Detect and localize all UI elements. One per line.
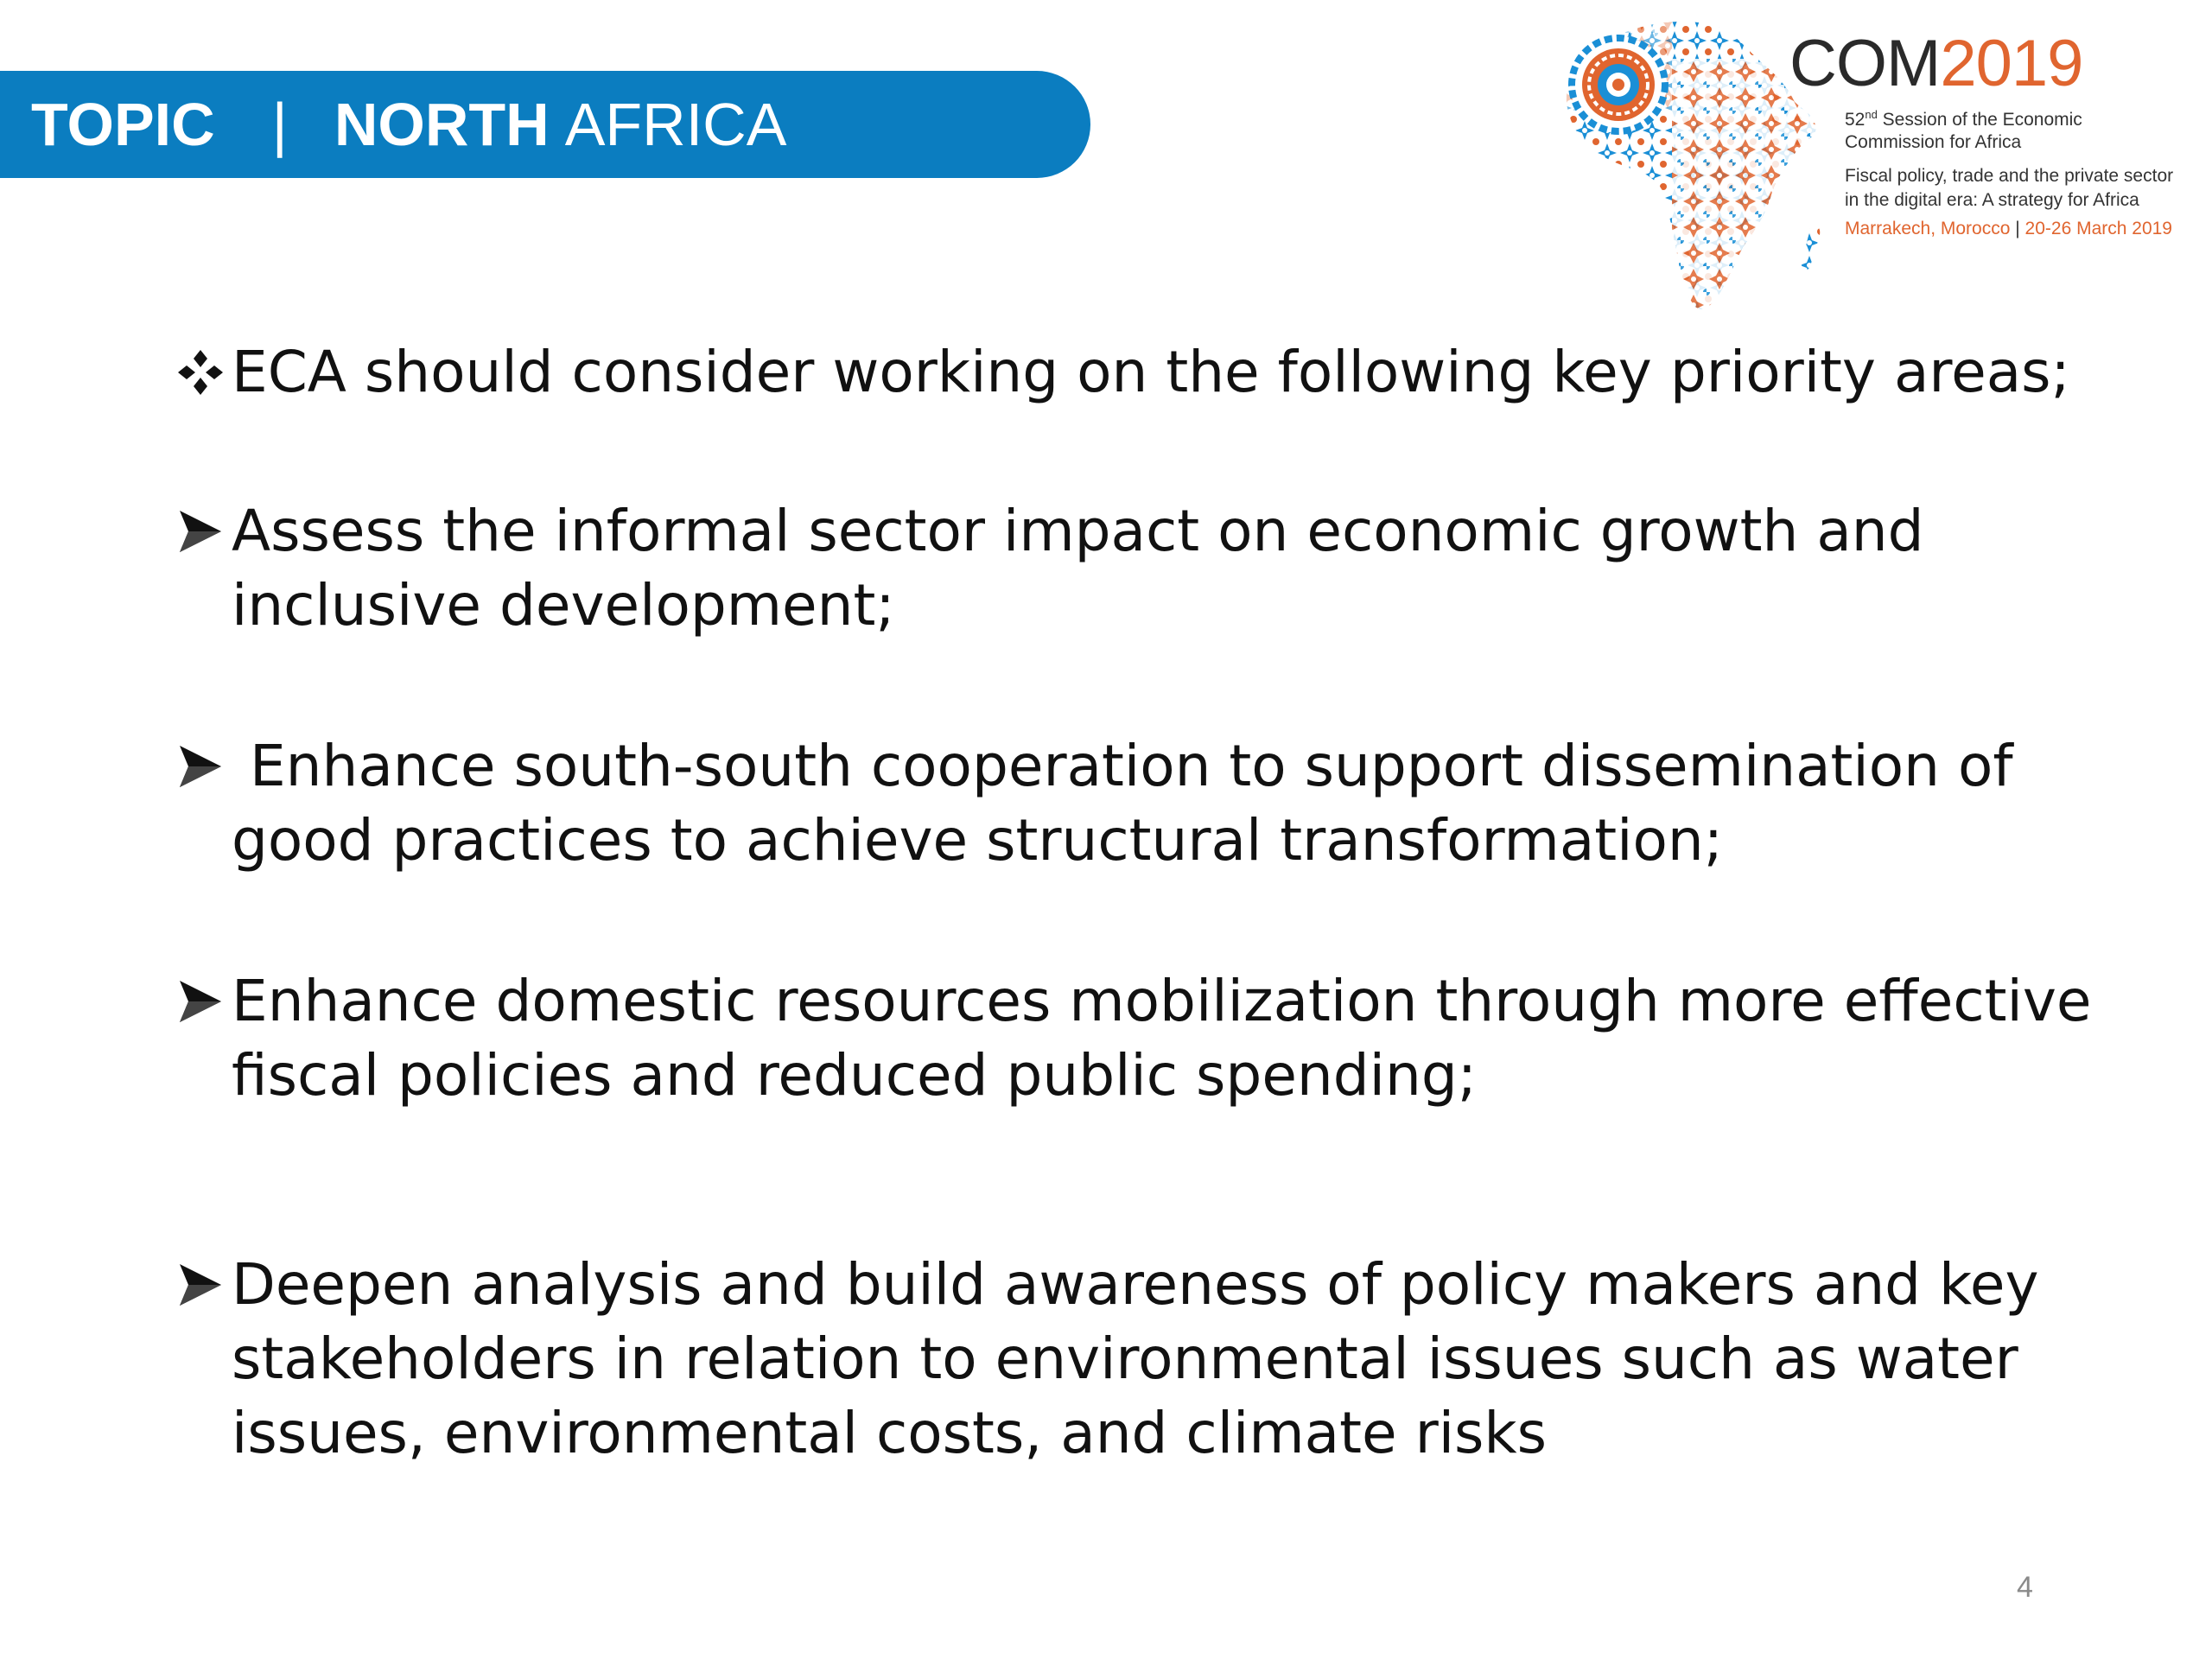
bullet-text: Enhance domestic resources mobilization through more effective fiscal policies and reduced public spending; bbox=[232, 968, 2092, 1109]
arrowhead-bullet-icon bbox=[176, 964, 232, 1039]
bullet-text: Deepen analysis and build awareness of policy makers and key stakeholders in relation to environmental issues such as water issues, environmental costs, and climate risks bbox=[232, 1251, 2039, 1466]
bullet-text: Assess the informal sector impact on economic growth and inclusive development; bbox=[232, 498, 1924, 639]
intro-bullet bbox=[176, 335, 2112, 410]
logo-title-com: COM bbox=[1789, 27, 1941, 100]
session-ordinal-suffix: nd bbox=[1865, 108, 1878, 121]
session-line2: Commission for Africa bbox=[1845, 132, 2022, 152]
intro-text: ECA should consider working on the following key priority areas; bbox=[232, 339, 2070, 405]
topic-separator: | bbox=[271, 91, 288, 158]
topic-banner bbox=[0, 71, 1090, 178]
logo-title-year: 2019 bbox=[1940, 27, 2083, 100]
topic-region-bold: NORTH bbox=[334, 91, 550, 158]
logo-place bbox=[1845, 217, 2172, 241]
logo-title bbox=[1789, 27, 2083, 100]
arrowhead-bullet-icon bbox=[176, 1248, 232, 1322]
logo-theme bbox=[1845, 164, 2173, 213]
bullet-text: Enhance south-south cooperation to support dissemination of good practices to achieve structural transformation; bbox=[232, 733, 2013, 874]
topic-region-rest: AFRICA bbox=[564, 91, 787, 158]
list-item bbox=[176, 1248, 2112, 1471]
theme-line1: Fiscal policy, trade and the private sector bbox=[1845, 166, 2174, 186]
logo-dates: 20-26 March 2019 bbox=[2024, 219, 2172, 238]
four-diamond-bullet-icon bbox=[176, 335, 232, 410]
topic-label: TOPIC bbox=[31, 91, 215, 158]
page-number: 4 bbox=[2017, 1571, 2033, 1604]
theme-line2: in the digital era: A strategy for Africa bbox=[1845, 190, 2139, 210]
conference-logo bbox=[1551, 7, 2208, 318]
arrowhead-bullet-icon bbox=[176, 494, 232, 569]
session-line1: Session of the Economic bbox=[1877, 110, 2082, 130]
list-item bbox=[176, 494, 2112, 643]
list-item bbox=[176, 729, 2112, 878]
session-ordinal: 52 bbox=[1845, 110, 1866, 130]
logo-place-separator: | bbox=[2015, 219, 2020, 238]
logo-session bbox=[1845, 104, 2082, 154]
logo-place-name: Marrakech, Morocco bbox=[1845, 219, 2011, 238]
arrowhead-bullet-icon bbox=[176, 729, 232, 804]
list-item bbox=[176, 964, 2112, 1113]
